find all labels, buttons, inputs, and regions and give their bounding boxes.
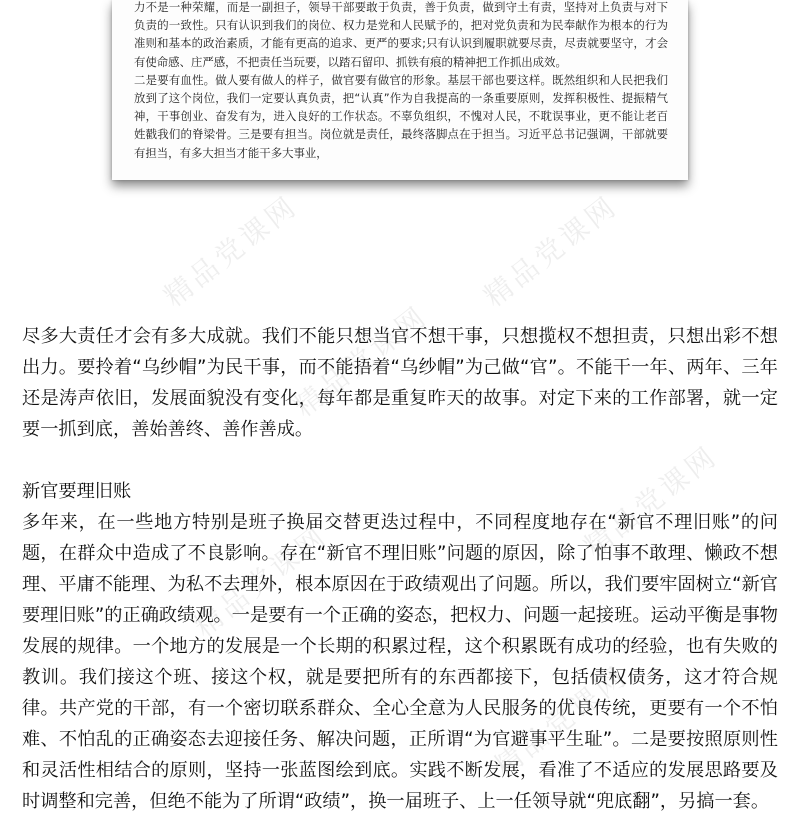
body-paragraph: 尽多大责任才会有多大成就。我们不能只想当官不想干事，只想揽权不想担责，只想出彩不想出力。要拎着“乌纱帽”为民干事，而不能捂着“乌纱帽”为己做“官”。不能干一年、两年、三年还是涛声依旧，发展面貌没有变化，每年都是重复昨天的故事。对定下来的工作部署，就一定要一抓到底，善始善终、善作善成。 xyxy=(22,326,778,440)
card-paragraph: 二是要有血性。做人要有做人的样子，做官要有做官的形象。基层干部也要这样。既然组织和人民把我们放到了这个岗位，我们一定要认真负责，把“认真”作为自我提高的一条重要原则，发挥积极性、提振精气神，干事创业、奋发有为，进入良好的工作状态。不辜负组织，不愧对人民，不耽误事业，更不能让老百姓戳我们的脊梁骨。三是要有担当。岗位就是责任，最终落脚点在于担当。习近平总书记强调，干部就要有担当，有多大担当才能干多大事业， xyxy=(134,72,668,160)
card-text-block xyxy=(134,0,668,162)
watermark: 精品党课网 xyxy=(577,438,725,564)
watermark: 精品党课网 xyxy=(487,658,635,784)
watermark: 精品党课网 xyxy=(477,188,625,314)
photographed-page-card xyxy=(112,0,688,180)
watermark: 精品党课网 xyxy=(187,518,335,644)
section-heading: 新官要理旧账 xyxy=(22,481,132,502)
watermark: 精品党课网 xyxy=(157,188,305,314)
body-paragraph: 多年来，在一些地方特别是班子换届交替更迭过程中，不同程度地存在“新官不理旧账”的问题，在群众中造成了不良影响。存在“新官不理旧账”问题的原因，除了怕事不敢理、懒政不想理、平庸不能理、为私不去理外，根本原因在于政绩观出了问题。所以，我们要牢固树立“新官要理旧账”的正确政绩观。一是要有一个正确的姿态，把权力、问题一起接班。运动平衡是事物发展的规律。一个地方的发展是一个长期的积累过程，这个积累既有成功的经验，也有失败的教训。我们接这个班、接这个权，就是要把所有的东西都接下，包括债权债务，这才符合规律。共产党的干部，有一个密切联系群众、全心全意为人民服务的优良传统，更要有一个不怕难、不怕乱的正确姿态去迎接任务、解决问题，正所谓“为官避事平生耻”。二是要按照原则性和灵活性相结合的原则，坚持一张蓝图绘到底。实践不断发展，看准了不适应的发展思路要及时调整和完善，但绝不能为了所谓“政绩”，换一届班子、上一任领导就“兜底翻”，另搞一套。 xyxy=(22,512,778,812)
card-paragraph: 力不是一种荣耀，而是一副担子，领导干部要敢于负责，善于负责，做到守土有责，坚持对上负责与对下负责的一致性。只有认识到我们的岗位、权力是党和人民赋予的，把对党负责和为民奉献作为根本的行为准则和基本的政治素质，才能有更高的追求、更严的要求;只有认识到履职就要尽责，尽责就要坚守，才会有使命感、庄严感，不把责任当玩要，以踏石留印、抓铁有痕的精神把工作抓出成效。 xyxy=(134,0,668,69)
watermark: 精品党课网 xyxy=(287,298,435,424)
article-body xyxy=(22,321,778,817)
paragraph-spacer xyxy=(22,445,778,476)
